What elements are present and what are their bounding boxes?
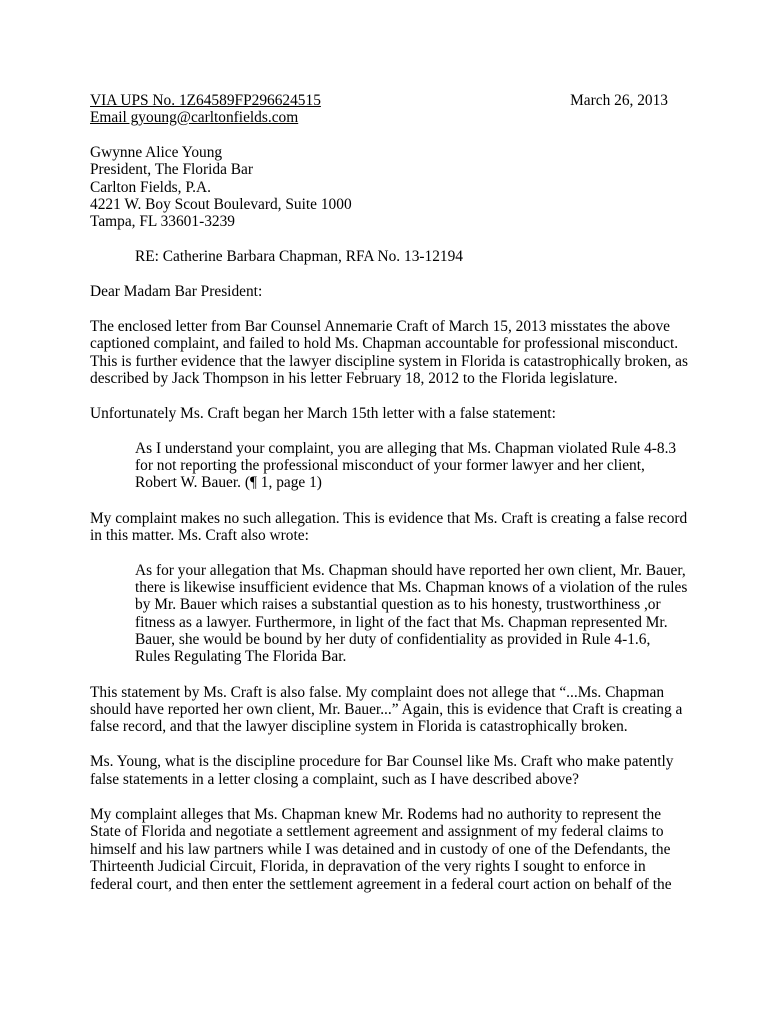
paragraph-1-line: captioned complaint, and failed to hold Ms. Chapman accountable for professional misconduct. xyxy=(90,335,679,352)
paragraph-4-line: This statement by Ms. Craft is also false. My complaint does not allege that “...Ms. Chapman xyxy=(90,684,665,701)
paragraph-1-line: This is further evidence that the lawyer discipline system in Florida is catastrophically broken, as xyxy=(90,353,688,370)
paragraph-6-line: Thirteenth Judicial Circuit, Florida, in depravation of the very rights I sought to enforce in xyxy=(90,858,646,875)
quote-2-line: there is likewise insufficient evidence that Ms. Chapman knows of a violation of the rules xyxy=(135,579,688,596)
quote-2-line: fitness as a lawyer. Furthermore, in light of the fact that Ms. Chapman represented Mr. xyxy=(135,614,668,631)
paragraph-3-line: in this matter. Ms. Craft also wrote: xyxy=(90,527,309,544)
paragraph-6-line: My complaint alleges that Ms. Chapman knew Mr. Rodems had no authority to represent the xyxy=(90,806,662,823)
quote-2-line: Rules Regulating The Florida Bar. xyxy=(135,648,347,665)
via-ups-line: VIA UPS No. 1Z64589FP296624515 xyxy=(90,92,321,109)
quote-2-line: Bauer, she would be bound by her duty of confidentiality as provided in Rule 4-1.6, xyxy=(135,631,651,648)
paragraph-4-line: false record, and that the lawyer discipline system in Florida is catastrophically broken. xyxy=(90,718,628,735)
re-line: RE: Catherine Barbara Chapman, RFA No. 13-12194 xyxy=(135,248,463,265)
quote-1-line: Robert W. Bauer. (¶ 1, page 1) xyxy=(135,474,322,491)
quote-2-line: by Mr. Bauer which raises a substantial question as to his honesty, trustworthiness ,or xyxy=(135,596,661,613)
recipient-firm: Carlton Fields, P.A. xyxy=(90,179,211,196)
recipient-city: Tampa, FL 33601-3239 xyxy=(90,213,235,230)
paragraph-3-line: My complaint makes no such allegation. This is evidence that Ms. Craft is creating a false record xyxy=(90,510,688,527)
paragraph-1-line: described by Jack Thompson in his letter February 18, 2012 to the Florida legislature. xyxy=(90,370,618,387)
letter-date: March 26, 2013 xyxy=(570,92,668,109)
paragraph-4-line: should have reported her own client, Mr. Bauer...” Again, this is evidence that Craft is creating a xyxy=(90,701,683,718)
paragraph-5-line: false statements in a letter closing a complaint, such as I have described above? xyxy=(90,771,579,788)
email-line: Email gyoung@carltonfields.com xyxy=(90,109,299,126)
recipient-name: Gwynne Alice Young xyxy=(90,144,223,161)
salutation: Dear Madam Bar President: xyxy=(90,283,263,300)
paragraph-5-line: Ms. Young, what is the discipline procedure for Bar Counsel like Ms. Craft who make patently xyxy=(90,753,674,770)
recipient-street: 4221 W. Boy Scout Boulevard, Suite 1000 xyxy=(90,196,352,213)
paragraph-6-line: federal court, and then enter the settlement agreement in a federal court action on behalf of the xyxy=(90,876,672,893)
paragraph-1-line: The enclosed letter from Bar Counsel Annemarie Craft of March 15, 2013 misstates the above xyxy=(90,318,670,335)
quote-2-line: As for your allegation that Ms. Chapman should have reported her own client, Mr. Bauer, xyxy=(135,562,686,579)
paragraph-6-line: State of Florida and negotiate a settlement agreement and assignment of my federal claims to xyxy=(90,823,664,840)
paragraph-6-line: himself and his law partners while I was detained and in custody of one of the Defendants, the xyxy=(90,841,671,858)
quote-1-line: for not reporting the professional misconduct of your former lawyer and her client, xyxy=(135,457,645,474)
paragraph-2-line: Unfortunately Ms. Craft began her March 15th letter with a false statement: xyxy=(90,405,556,422)
recipient-title: President, The Florida Bar xyxy=(90,161,253,178)
quote-1-line: As I understand your complaint, you are alleging that Ms. Chapman violated Rule 4-8.3 xyxy=(135,440,677,457)
